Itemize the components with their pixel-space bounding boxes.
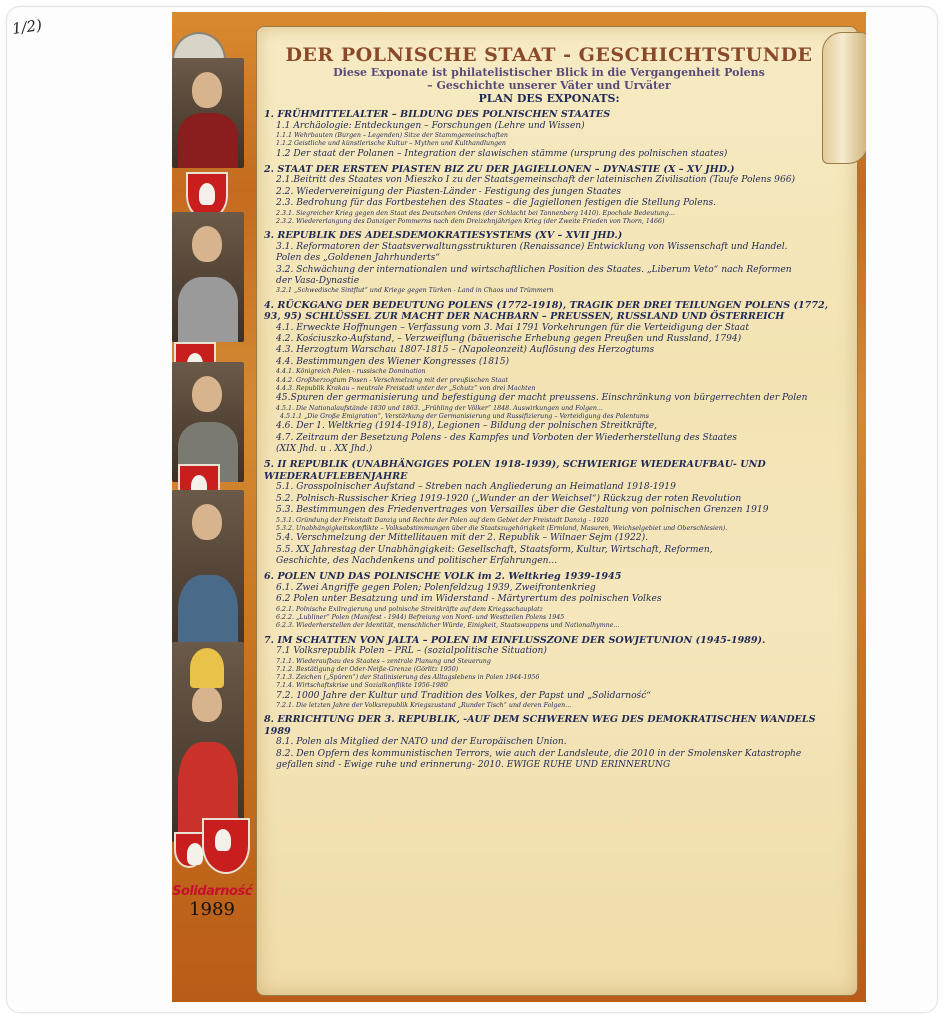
plan-item: 1.2 Der staat der Polanen – Integration der slawischen stämme (ursprung des polnischen staates) [276,148,728,159]
plan-item: 4.2. Kościuszko-Aufstand, – Verzweiflung (bäuerische Erhebung gegen Preußen und Russland, 1794) [276,334,742,345]
plan-subitem: 2.3.1. Siegreicher Krieg gegen den Staat des Deutschen Ordens (der Schlacht bei Tannenberg 1410). Epochale Bedeutung... [276,209,675,217]
plan-item: 3.1. Reformatoren der Staatsverwaltungsstrukturen (Renaissance) Entwicklung von Wissenschaft und Handel. [276,241,788,252]
plan-item: Polen des „Goldenen Jahrhunderts“ [276,253,440,264]
plan-section [264,459,834,567]
plan-section [264,109,834,160]
section-heading: 1. FRÜHMITTELALTER – BILDUNG DES POLNISCHEN STAATES [264,109,611,120]
page-number: 1/2) [10,15,44,39]
plan-item: gefallen sind - Ewige ruhe und erinnerung- 2010. EWIGE RUHE UND ERINNERUNG [276,760,671,771]
plan-subitem: 6.2.1. Polnische Exilregierung und polnische Streitkräfte auf dem Kriegsschauplatz [276,605,544,613]
exhibit-sheet [172,12,866,1002]
section-heading: 2. STAAT DER ERSTEN PIASTEN BIZ ZU DER JAGIELLONEN – DYNASTIE (X – XV JHD.) [264,163,735,175]
plan-subitem: 1.1.2 Geistliche und künstlerische Kultur – Mythen und Kulthandlungen [276,140,506,148]
page-title: DER POLNISCHE STAAT - GESCHICHTSTUNDE [285,44,813,66]
plan-item: 4.1. Erweckte Hoffnungen – Verfassung vom 3. Mai 1791 Vorkehrungen für die Verteidigung der Staat [276,322,749,333]
plan-subitem: 4.5.1. Die Nationalaufstände 1830 und 1863. „Frühling der Völker“ 1848. Auswirkungen und Folgen... [276,404,603,412]
plan-item: 45.Spuren der germanisierung und befestigung der macht preussens. Einschränkung von bürgerrechten der Polen [276,393,808,404]
plan-item: 4.7. Zeitraum der Besetzung Polens - des Kampfes und Vorboten der Wiederherstellung des Staates [276,432,737,443]
plan-item: 3.2. Schwächung der internationalen und wirtschaftlichen Position des Staates. „Liberum Veto“ nach Reformen [276,264,792,275]
plan-subitem: 4.4.1. Königreich Polen - russische Domination [276,368,426,376]
plan-section [264,230,834,295]
plan-sections [264,109,834,772]
section-heading: 4. RÜCKGANG DER BEDEUTUNG POLENS (1772-1918), TRAGIK DER DREI TEILUNGEN POLENS (1772, 93, 95) SCHLÜSSEL ZUR MACHT DER NACHBARN – PREUSSEN, RUSSLAND UND ÖSTERREICH [264,299,829,323]
exhibit-plan [264,44,834,772]
plan-item: 7.2. 1000 Jahre der Kultur und Tradition des Volkes, der Papst und „Solidarność“ [276,690,651,701]
plan-subitem: 6.2.2. „Lubliner“ Polen (Manifest - 1944) Befreiung von Nord- und Westteilen Polens 1945 [276,614,565,622]
plan-subitem: 7.1.1. Wiederaufbau des Staates – zentrale Planung und Steuerung [276,657,491,665]
plan-item: 2.3. Bedrohung für das Fortbestehen des Staates – die Jagiellonen festigen die Stellung Polens. [276,198,717,209]
section-heading: 6. POLEN UND DAS POLNISCHE VOLK im 2. Weltkrieg 1939-1945 [264,571,622,583]
plan-item: 6.1. Zwei Angriffe gegen Polen; Polenfeldzug 1939, Zweifrontenkrieg [276,582,596,593]
plan-subitem: 7.1.3. Zeichen („Spüren“) der Stalinisierung des Alltagslebens in Polen 1944-1956 [276,674,540,682]
plan-item: 5.3. Bestimmungen des Friedenvertrages von Versailles über die Gestaltung von polnischen Grenzen 1919 [276,505,769,516]
plan-item: 8.1. Polen als Mitglied der NATO und der Europäischen Union. [276,737,567,748]
knight-portrait [172,212,244,342]
plan-subitem: 7.1.4. Wirtschaftskrise und Sozialkonflikte 1956-1980 [276,682,448,690]
plan-subitem: 2.3.2. Wiedererlangung des Danziger Pommerns nach dem Dreizehnjährigen Krieg (der Zweite Frieden von Thorn, 1466) [276,217,665,225]
subtitle-line-1: Diese Exponate ist philatelistischer Blick in die Vergangenheit Polens [333,66,765,79]
plan-item: 5.5. XX Jahrestag der Unabhängigkeit: Gesellschaft, Staatsform, Kultur, Wirtschaft, Reformen, [276,544,713,555]
year-badge-text: 1989 [189,899,235,920]
plan-item: (XIX Jhd. u . XX Jhd.) [276,443,373,454]
plan-heading: PLAN DES EXPONATS: [478,92,620,105]
plan-item: 2.2. Wiedervereinigung der Piasten-Länder - Festigung des jungen Staates [276,186,622,197]
section-heading: 8. ERRICHTUNG DER 3. REPUBLIK, -AUF DEM SCHWEREN WEG DES DEMOKRATISCHEN WANDELS 1989 [264,714,816,737]
king-portrait [172,58,244,168]
plan-section [264,300,834,456]
plan-section [264,164,834,226]
eagle-shield-icon [174,832,204,868]
plan-subitem: 1.1.1 Wehrbauten (Burgen – Legenden) Sitze der Stammgemeinschaften [276,131,508,139]
plan-item: 7.1 Volksrepublik Polen – PRL – (sozialpolitische Situation) [276,646,547,657]
pope-portrait [172,642,244,842]
section-heading: 5. II REPUBLIK (UNABHÄNGIGES POLEN 1918-1939), SCHWIERIGE WIEDERAUFBAU- UND WIEDERAUFLEBENJAHRE [264,459,766,482]
plan-item: 5.2. Polnisch-Russischer Krieg 1919-1920 („Wunder an der Weichsel“) Rückzug der roten Revolution [276,493,742,504]
marshal-portrait [172,490,244,660]
solidarnosc-badge [172,884,252,934]
plan-subitem: 4.4.3. Republik Krakau – neutrale Freistadt unter der „Schutz“ von drei Machten [276,384,536,392]
plan-item: 4.6. Der 1. Weltkrieg (1914-1918), Legionen – Bildung der polnischen Streitkräfte, [276,421,658,432]
plan-subitem: 5.3.1. Gründung der Freistadt Danzig und Rechte der Polen auf dem Gebiet der Freistadt Danzig - 1920 [276,516,609,524]
plan-subitem: 6.2.3. Wiederherstellen der Identität, menschlicher Würde, Einigkeit, Staatswappens und Nationalhymne... [276,622,620,630]
plan-item: 1.1 Archäologie: Entdeckungen – Forschungen (Lehre und Wissen) [276,120,585,131]
plan-item: 4.3. Herzogtum Warschau 1807-1815 – (Napoleonzeit) Auflösung des Herzogtums [276,345,655,356]
plan-item: 6.2 Polen unter Besatzung und im Widerstand - Märtyrertum des polnischen Volkes [276,594,662,605]
plan-item: 2.1.Beitritt des Staates von Mieszko I zu der Staatsgemeinschaft der lateinischen Zivilisation (Taufe Polens 966) [276,175,796,186]
plan-subitem: 4.5.1.1 „Die Große Emigration“, Verstärkung der Germanisierung und Russifizierung – Verteidigung des Polentums [280,412,650,420]
plan-subitem: 4.4.2. Großherzogtum Posen - Verschmelzung mit der preußischen Staat [276,376,508,384]
plan-section [264,635,834,711]
plan-item: Geschichte, des Nachdenkens und politischer Erfahrungen... [276,556,558,566]
plan-subitem: 5.3.2. Unabhängigkeitskonflikte – Volksabstimmungen über die Staatszugehörigkeit (Ermland, Masuren, Weichselgebiet und Oberschlesien). [276,524,728,532]
plan-item: 4.4. Bestimmungen des Wiener Kongresses (1815) [276,356,510,367]
plan-subitem: 7.2.1. Die letzten Jahre der Volksrepublik Kriegszustand „Runder Tisch“ und deren Folgen... [276,702,572,710]
section-heading: 7. IM SCHATTEN VON JALTA – POLEN IM EINFLUSSZONE DER SOWJETUNION (1945-1989). [264,634,766,646]
plan-subitem: 3.2.1 „Schwedische Sintflut“ und Kriege gegen Türken - Land in Chaos und Trümmern [276,287,554,295]
plan-section [264,571,834,630]
eagle-shield-icon [202,818,250,874]
plan-section [264,714,834,771]
plan-item: 5.1. Grosspolnischer Aufstand – Streben nach Angliederung an Heimatland 1918-1919 [276,482,676,493]
portrait-strip [172,12,250,1002]
plan-item: 5.4. Verschmelzung der Mittellitauen mit der 2. Republik – Wilnaer Sejm (1922). [276,533,649,544]
plan-item: 8.2. Den Opfern des kommunistischen Terrors, wie auch der Landsleute, die 2010 in der Smolensker Katastrophe [276,748,802,759]
section-heading: 3. REPUBLIK DES ADELSDEMOKRATIESYSTEMS (XV – XVII JHD.) [264,230,623,242]
plan-item: der Vasa-Dynastie [276,275,360,286]
plan-subitem: 7.1.2. Bestätigung der Oder-Neiße-Grenze (Görlitz 1950) [276,665,459,673]
subtitle-line-2: – Geschichte unserer Väter und Urväter [427,79,671,92]
solidarnosc-logo: Solidarność [172,884,252,899]
